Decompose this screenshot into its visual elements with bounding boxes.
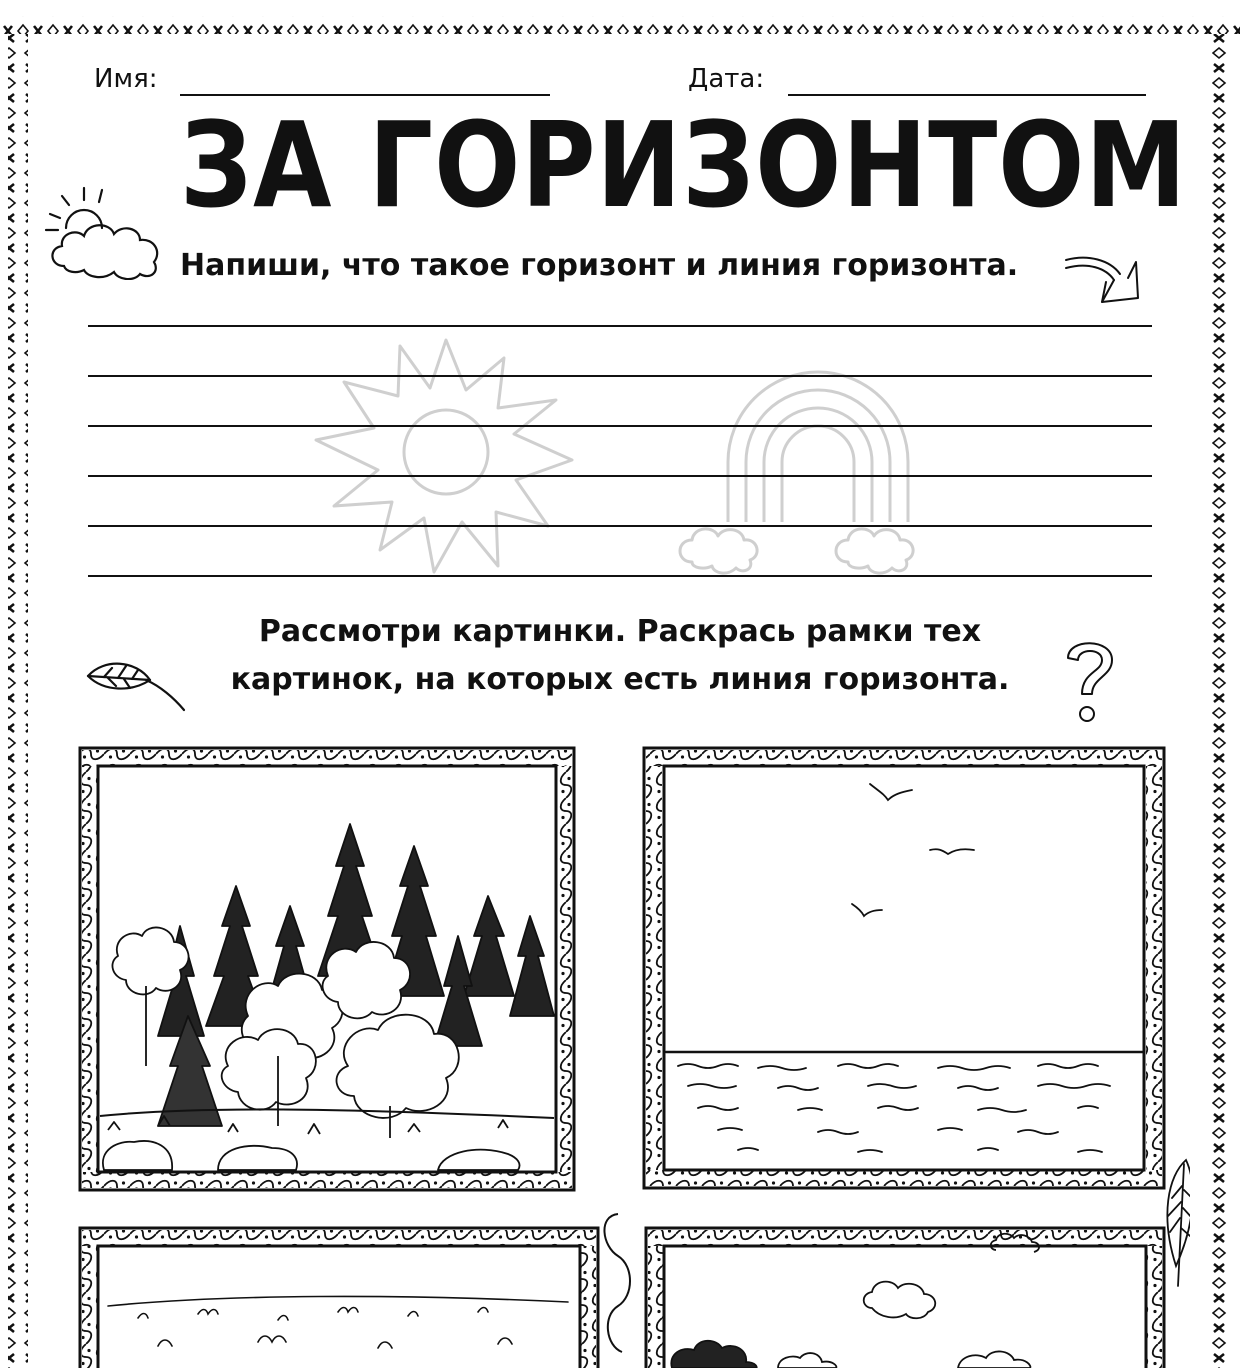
faint-sun-rainbow-icon	[300, 322, 1000, 582]
task1-prompt: Напиши, что такое горизонт и линия горизонта.	[180, 248, 1019, 283]
squiggle-icon	[604, 1214, 630, 1352]
forest-icon	[100, 824, 554, 1170]
bushes-icon	[671, 1234, 1039, 1368]
writing-line-6[interactable]	[88, 575, 1152, 577]
writing-line-2[interactable]	[88, 375, 1152, 377]
sea-icon	[666, 784, 1144, 1152]
picture-field-frame[interactable]	[80, 1228, 598, 1368]
arrow-icon	[1062, 252, 1146, 308]
question-mark-icon	[1062, 636, 1118, 728]
field-icon	[108, 1296, 568, 1348]
page-title: ЗА ГОРИЗОНТОМ	[180, 96, 1188, 234]
writing-line-3[interactable]	[88, 425, 1152, 427]
writing-line-5[interactable]	[88, 525, 1152, 527]
task2-prompt-line2: картинок, на которых есть линия горизонта.	[230, 662, 1010, 697]
name-label: Имя:	[94, 64, 158, 94]
date-label: Дата:	[688, 64, 765, 94]
picture-bushes[interactable]	[646, 1228, 1164, 1368]
writing-line-1[interactable]	[88, 325, 1152, 327]
sun-cloud-icon	[44, 180, 174, 280]
picture-forest[interactable]	[80, 748, 574, 1190]
picture-sea[interactable]	[644, 748, 1164, 1188]
pictures-area	[78, 746, 1190, 1368]
feather-icon	[1167, 1160, 1190, 1286]
writing-line-4[interactable]	[88, 475, 1152, 477]
leaf-icon	[84, 656, 194, 716]
picture-sea-frame[interactable]	[644, 748, 1164, 1188]
picture-field[interactable]	[80, 1228, 598, 1368]
task2-prompt-line1: Рассмотри картинки. Раскрась рамки тех	[258, 614, 982, 649]
task2-prompt	[180, 608, 1060, 704]
